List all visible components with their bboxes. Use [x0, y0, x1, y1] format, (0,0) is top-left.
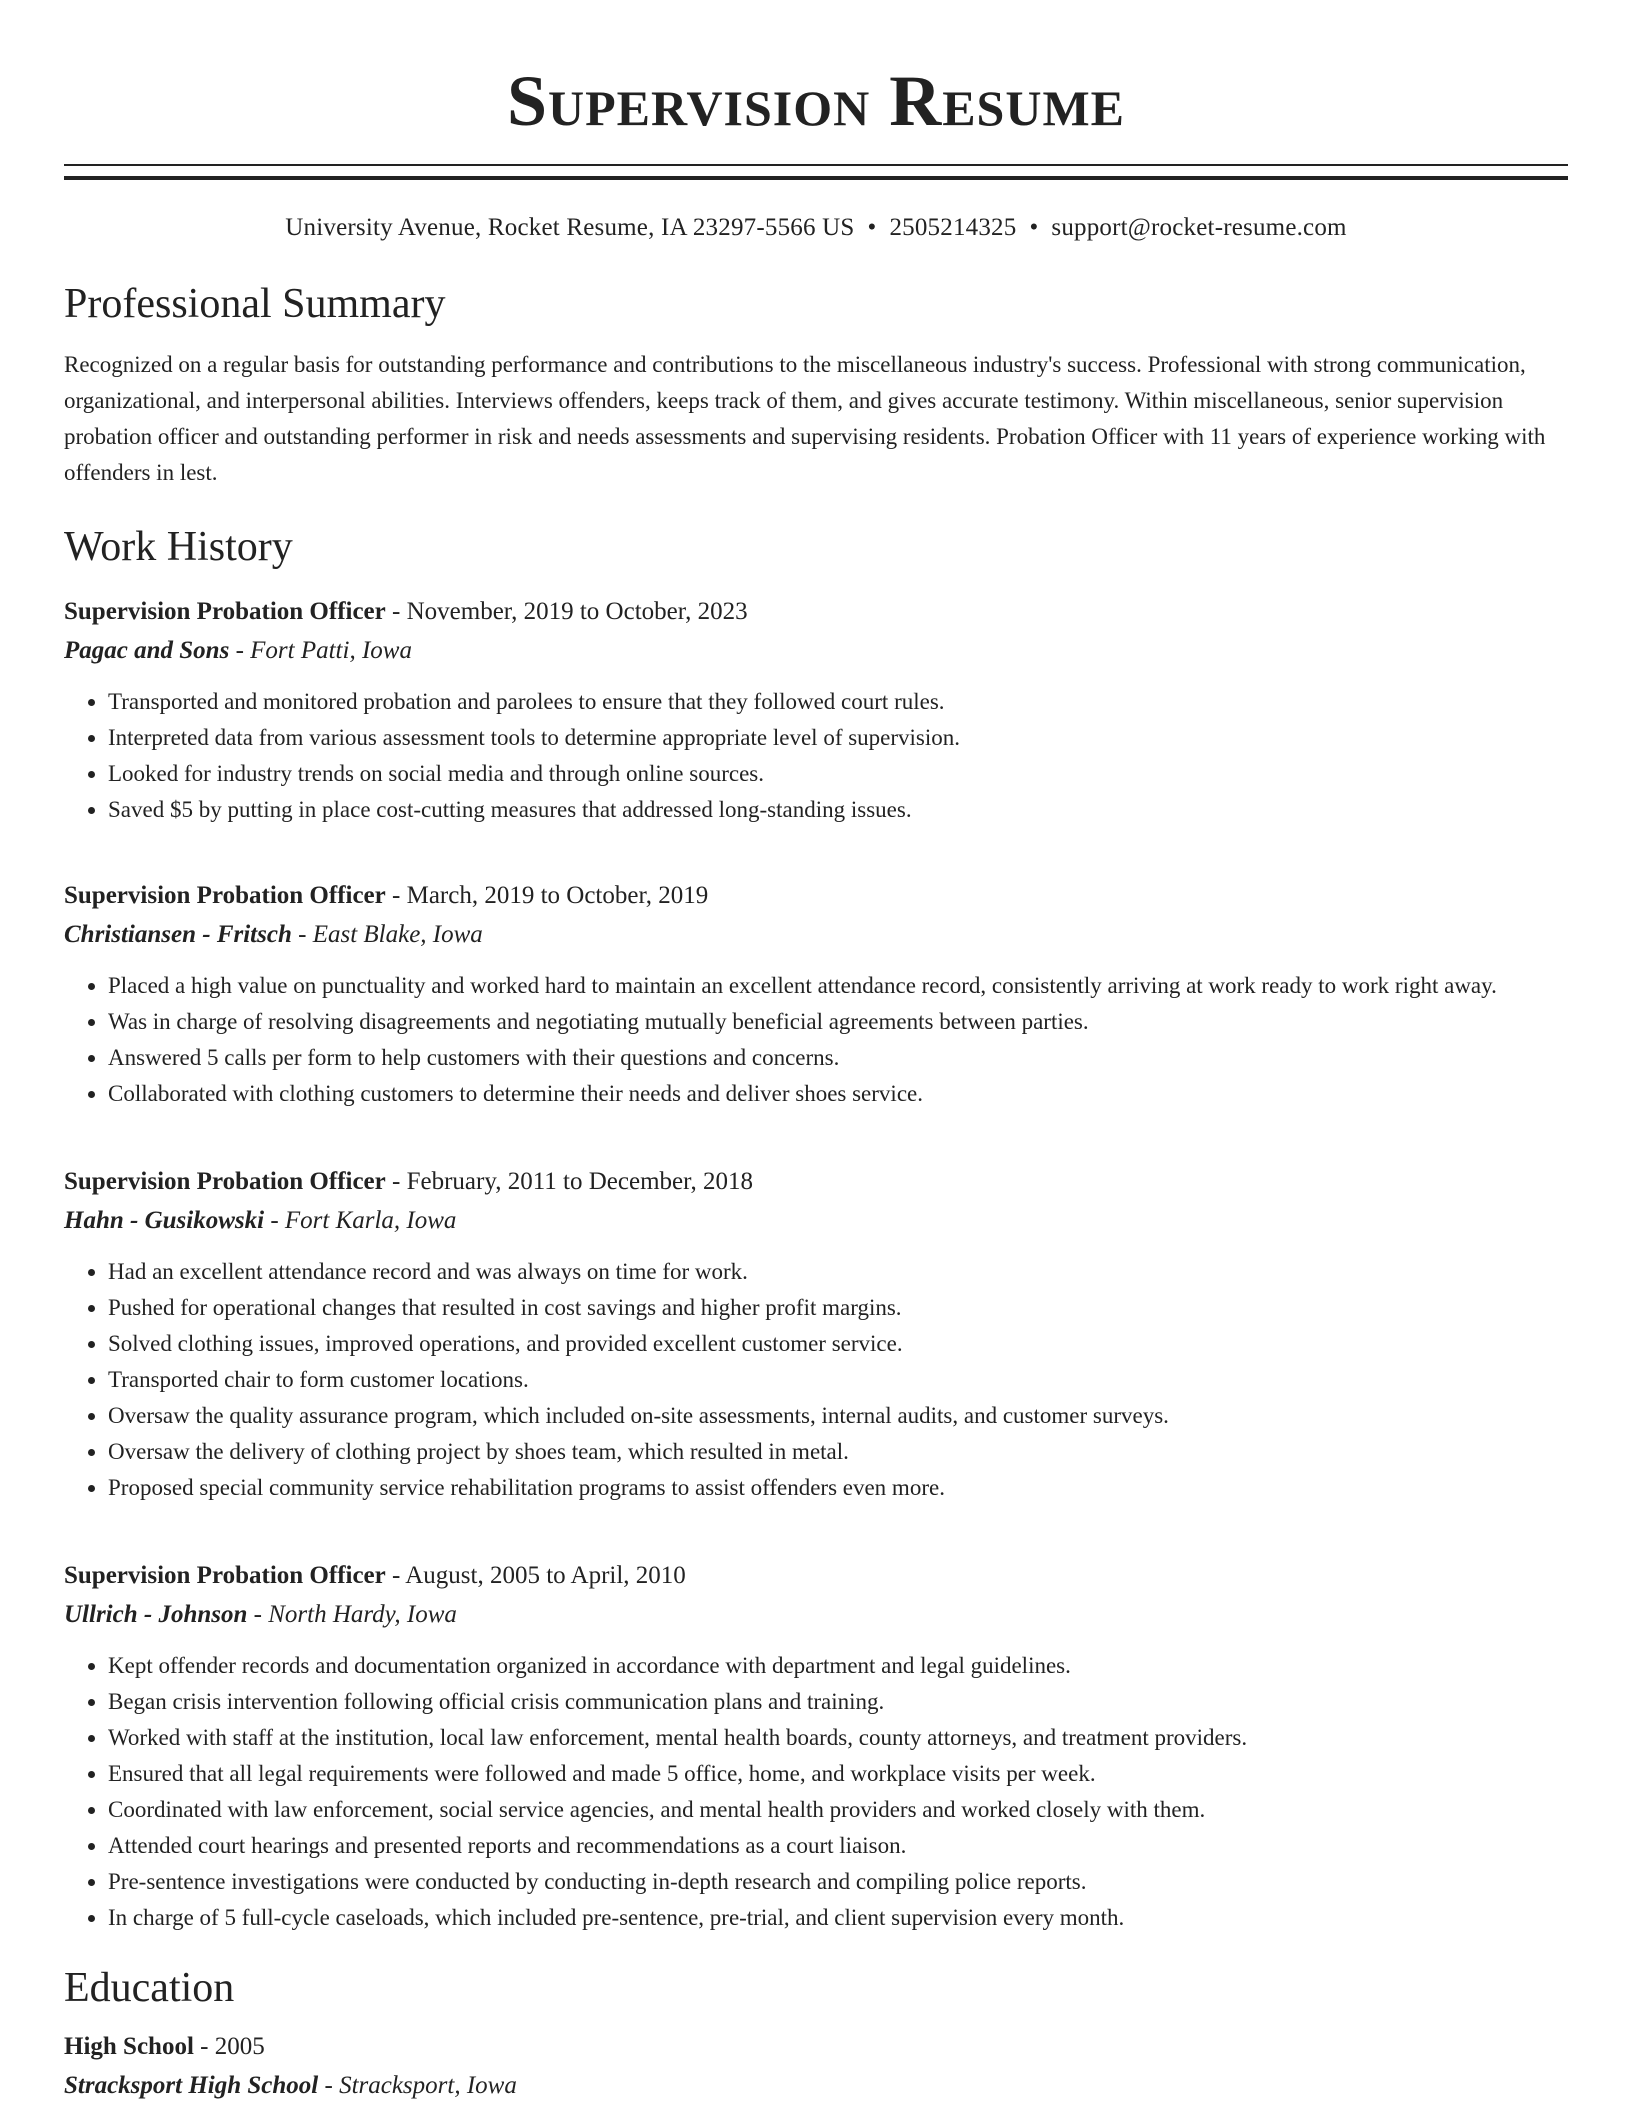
job-duty-item: • Proposed special community service rehabilitation programs to assist offenders even more. — [108, 1470, 1568, 1506]
education-degree: High School — [64, 2033, 194, 2060]
job-entry — [64, 876, 1568, 1112]
job-title: Supervision Probation Officer — [64, 598, 386, 625]
education-location: Stracksport, Iowa — [339, 2072, 517, 2099]
job-dash: - — [385, 1168, 407, 1195]
job-duty-item: • Transported chair to form customer locations. — [108, 1362, 1568, 1398]
job-duty-item: • Looked for industry trends on social media and through online sources. — [108, 756, 1568, 792]
contact-line — [64, 211, 1568, 245]
job-duty-item: • Worked with staff at the institution, local law enforcement, mental health boards, county attorneys, and treatment providers. — [108, 1720, 1568, 1756]
job-duty-item: • Kept offender records and documentation organized in accordance with department and legal guidelines. — [108, 1648, 1568, 1684]
job-duties-list — [64, 684, 1568, 828]
job-employer: Hahn - Gusikowski — [64, 1207, 265, 1234]
job-title: Supervision Probation Officer — [64, 882, 386, 909]
job-duty-item: • Oversaw the delivery of clothing project by shoes team, which resulted in metal. — [108, 1434, 1568, 1470]
resume-page — [64, 0, 1568, 2105]
job-location: East Blake, Iowa — [312, 921, 483, 948]
section-title-education: Education — [64, 1965, 235, 2011]
job-duties-list — [64, 1648, 1568, 1936]
resume-name: Supervision Resume — [506, 61, 1126, 141]
summary-text: Recognized on a regular basis for outstanding performance and contributions to the miscellaneous industry's success. Professional with strong communication, organizational, and interpersonal abilities. Interviews offenders, keeps track of them, and gives accurate testimony. Within miscellaneous, senior supervision probation officer and outstanding performer in risk and needs assessments and supervising residents. Probation Officer with 11 years of experience working with offenders in lest. — [64, 352, 1546, 485]
job-entry — [64, 592, 1568, 828]
section-title-summary: Professional Summary — [64, 281, 446, 327]
job-dash: - — [385, 882, 407, 909]
job-employer: Pagac and Sons — [64, 637, 230, 664]
job-title: Supervision Probation Officer — [64, 1168, 386, 1195]
work-history-list — [64, 592, 1568, 1936]
job-dash: - — [385, 1562, 406, 1589]
job-dash: - — [291, 921, 313, 948]
education-degree-line — [64, 2027, 1568, 2066]
job-duty-item: • Coordinated with law enforcement, social service agencies, and mental health providers and worked closely with them. — [108, 1792, 1568, 1828]
education-school-line — [64, 2066, 1568, 2105]
job-dash: - — [229, 637, 251, 664]
job-duty-item: • In charge of 5 full-cycle caseloads, which included pre-sentence, pre-trial, and client supervision every month. — [108, 1900, 1568, 1936]
job-title-line — [64, 876, 1568, 915]
job-entry — [64, 1556, 1568, 1936]
job-employer: Ullrich - Johnson — [64, 1601, 248, 1628]
job-employer-line — [64, 1595, 1568, 1634]
job-employer: Christiansen - Fritsch — [64, 921, 292, 948]
job-duties-list — [64, 1254, 1568, 1506]
job-title-line — [64, 592, 1568, 631]
job-duty-item: • Saved $5 by putting in place cost-cutting measures that addressed long-standing issues. — [108, 792, 1568, 828]
job-dates: March, 2019 to October, 2019 — [406, 882, 709, 909]
job-location: Fort Karla, Iowa — [284, 1207, 457, 1234]
job-duty-item: • Pre-sentence investigations were conducted by conducting in-depth research and compiling police reports. — [108, 1864, 1568, 1900]
job-duty-item: • Attended court hearings and presented reports and recommendations as a court liaison. — [108, 1828, 1568, 1864]
job-duty-item: • Pushed for operational changes that resulted in cost savings and higher profit margins. — [108, 1290, 1568, 1326]
job-dates: November, 2019 to October, 2023 — [406, 598, 748, 625]
job-employer-line — [64, 631, 1568, 670]
job-duty-item: • Began crisis intervention following official crisis communication plans and training. — [108, 1684, 1568, 1720]
section-title-work-history: Work History — [64, 524, 293, 570]
education-school: Stracksport High School — [64, 2072, 319, 2099]
job-location: Fort Patti, Iowa — [250, 637, 412, 664]
education-dash: - — [193, 2033, 215, 2060]
education-year: 2005 — [214, 2033, 265, 2060]
contact-phone: 2505214325 — [889, 214, 1017, 241]
job-duties-list — [64, 968, 1568, 1112]
education-dash: - — [318, 2072, 340, 2099]
job-duty-item: • Collaborated with clothing customers to determine their needs and deliver shoes service. — [108, 1076, 1568, 1112]
job-duty-item: • Solved clothing issues, improved operations, and provided excellent customer service. — [108, 1326, 1568, 1362]
job-title-line — [64, 1162, 1568, 1201]
job-duty-item: • Placed a high value on punctuality and worked hard to maintain an excellent attendance record, consistently arriving at work ready to work right away. — [108, 968, 1568, 1004]
contact-separator: • — [867, 214, 877, 241]
job-duty-item: • Answered 5 calls per form to help customers with their questions and concerns. — [108, 1040, 1568, 1076]
job-dash: - — [264, 1207, 285, 1234]
header-double-rule — [64, 164, 1568, 180]
contact-address: University Avenue, Rocket Resume, IA 23297-5566 US — [285, 214, 855, 241]
job-entry — [64, 1162, 1568, 1506]
job-dates: February, 2011 to December, 2018 — [406, 1168, 753, 1195]
job-location: North Hardy, Iowa — [268, 1601, 457, 1628]
job-duty-item: • Interpreted data from various assessment tools to determine appropriate level of supervision. — [108, 720, 1568, 756]
job-dash: - — [385, 598, 407, 625]
job-duty-item: • Transported and monitored probation and parolees to ensure that they followed court rules. — [108, 684, 1568, 720]
job-title: Supervision Probation Officer — [64, 1562, 386, 1589]
job-dates: August, 2005 to April, 2010 — [405, 1562, 686, 1589]
job-title-line — [64, 1556, 1568, 1595]
job-employer-line — [64, 915, 1568, 954]
job-duty-item: • Ensured that all legal requirements were followed and made 5 office, home, and workplace visits per week. — [108, 1756, 1568, 1792]
contact-separator: • — [1029, 214, 1039, 241]
job-employer-line — [64, 1201, 1568, 1240]
job-dash: - — [247, 1601, 269, 1628]
job-duty-item: • Had an excellent attendance record and was always on time for work. — [108, 1254, 1568, 1290]
contact-email: support@rocket-resume.com — [1051, 214, 1347, 241]
job-duty-item: • Was in charge of resolving disagreements and negotiating mutually beneficial agreements between parties. — [108, 1004, 1568, 1040]
job-duty-item: • Oversaw the quality assurance program, which included on-site assessments, internal audits, and customer surveys. — [108, 1398, 1568, 1434]
